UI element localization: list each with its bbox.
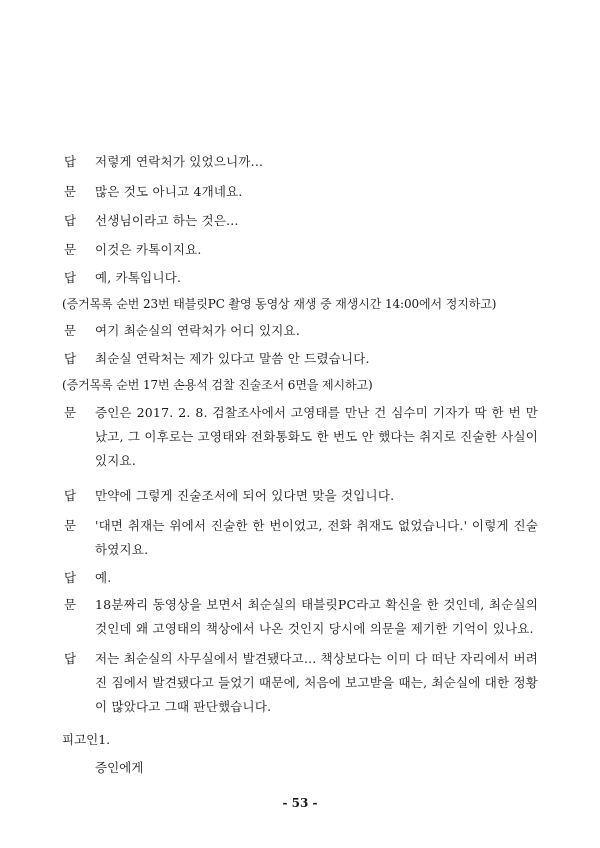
entry-text: 18분짜리 동영상을 보면서 최순실의 태블릿PC라고 확신을 한 것인데, 최순실의 것인데 왜 고영태의 책상에서 나온 것인지 당시에 의문을 제기한 기억이 있나요.: [95, 597, 538, 636]
speaker-label: 답: [64, 488, 77, 503]
entry-text: 최순실 연락처는 제가 있다고 말씀 안 드렸습니다.: [95, 351, 370, 366]
entry-text: 만약에 그렇게 진술조서에 되어 있다면 맞을 것입니다.: [95, 488, 395, 503]
defendant-label: 피고인1.: [62, 732, 111, 747]
speaker-label: 답: [64, 351, 77, 366]
speaker-label: 답: [64, 154, 77, 169]
speaker-label: 문: [64, 518, 77, 533]
entry-text: 이것은 카톡이지요.: [95, 242, 202, 257]
entry-text: 저는 최순실의 사무실에서 발견됐다고... 책상보다는 이미 다 떠난 자리에서 버려진 짐에서 발견됐다고 들었기 때문에, 처음에 보고받을 때는, 최순실에 대한 정황이 많았다고 그때 판단했습니다.: [95, 651, 538, 714]
addressee-text: 증인에게: [95, 760, 144, 775]
entry-text: 선생님이라고 하는 것은...: [95, 213, 239, 228]
page-number: - 53 -: [282, 796, 318, 810]
speaker-label: 문: [64, 597, 77, 612]
speaker-label: 답: [64, 570, 77, 585]
speaker-label: 답: [64, 651, 77, 666]
speaker-label: 문: [64, 405, 77, 420]
entry-text: 저렇게 연락처가 있었으니까...: [95, 154, 264, 169]
speaker-label: 문: [64, 184, 77, 199]
entry-text: '대면 취재는 위에서 진술한 한 번이었고, 전화 취재도 없었습니다.' 이렇게 진술하였지요.: [95, 518, 538, 557]
entry-text: 많은 것도 아니고 4개네요.: [95, 184, 243, 199]
procedure-note: (증거목록 순번 17번 손용석 검찰 진술조서 6면을 제시하고): [62, 378, 373, 392]
entry-text: 여기 최순실의 연락처가 어디 있지요.: [95, 323, 300, 338]
speaker-label: 문: [64, 323, 77, 338]
entry-text: 증인은 2017. 2. 8. 검찰조사에서 고영태를 만난 건 심수미 기자가 딱 한 번 만났고, 그 이후로는 고영태와 전화통화도 한 번도 안 했다는 취지로 진술한 사실이 있지요.: [95, 405, 538, 468]
entry-text: 예, 카톡입니다.: [95, 270, 182, 285]
speaker-label: 답: [64, 270, 77, 285]
speaker-label: 답: [64, 213, 77, 228]
procedure-note: (증거목록 순번 23번 태블릿PC 촬영 동영상 재생 중 재생시간 14:00에서 정지하고): [62, 297, 497, 311]
entry-text: 예.: [95, 570, 112, 585]
speaker-label: 문: [64, 242, 77, 257]
